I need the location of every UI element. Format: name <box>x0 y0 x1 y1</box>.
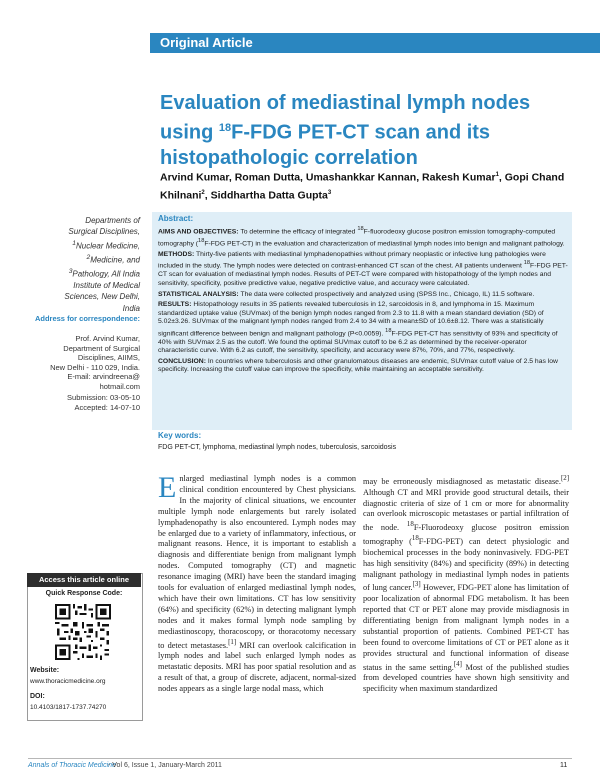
abstract-text: Thirty-five patients with mediastinal lymphadenopathies without primary neoplastic or infective lung pathologies were included in the study. The lymph nodes were detected on contrast-enhanced CT scan of the chest. All patients underwent <box>158 250 546 270</box>
abstract-aims <box>158 225 568 248</box>
abstract-text: To determine the efficacy of integrated <box>238 228 358 236</box>
abstract-body <box>158 225 568 377</box>
body-text: nlarged mediastinal lymph nodes is a common clinical condition encountered by Chest physicians. In the majority of clinical situations, we encounter multiple lymph node enlargements but rarely isolated lymphadenopathy is also encountered. Lymph nodes may be enlarged due to a variety of inflammatory, infectious, or malignant reasons. Hence, it is important to establish a diagnosis and differentiate benign from malignant lymph nodes. Computed tomography (CT) and magnetic resonance imaging (MRI) have been the standard imaging tools for evaluation of enlarged mediastinal lymph nodes, which have their own limitations. CT has low sensitivity (64%) and specificity (62%) in detecting malignant lymph nodes and it makes formal lymph node sampling by mediastinoscopy, thoracoscopy, or thoracotomy necessary to detect metastases. <box>158 474 356 650</box>
affiliation-line <box>28 266 140 280</box>
author: Umashankkar Kannan <box>305 171 417 184</box>
author: Siddhartha Datta Gupta <box>210 189 328 201</box>
access-heading: Access this article online <box>27 573 141 587</box>
affiliation-sup: 2 <box>86 253 91 261</box>
keywords-heading: Key words: <box>158 431 202 440</box>
abstract-text: In countries where tuberculosis and other granulomatous diseases are endemic, SUVmax cutoff value of 2.5 has low specificity. Increasing the cutoff value can improve the specificity, while maintaining an acceptable sensitivity. <box>158 357 558 374</box>
title-part-2: F-FDG PET-CT scan and its histopathologic correlation <box>160 121 491 169</box>
abstract-heading: Abstract: <box>158 214 194 223</box>
submission-date: Submission: 03-05-10 <box>67 393 140 402</box>
section-label: METHODS: <box>158 250 195 258</box>
abstract-statistics <box>158 291 568 299</box>
superscript: 18 <box>411 535 419 543</box>
abstract-text: F-FDG PET-CT has sensitivity of 93% and specificity of 40% with SUVmax 2.5 as the cutoff. We found the optimal SUVmax cutoff to be 6.2 as determined by the receiver-operator characteristic curve. With 6.2 as cutoff, the sensitivity, specificity, and accuracy were 87%, 70%, and 77%, respectively. <box>158 330 558 354</box>
author: Gopi Chand Khilnani <box>160 171 565 201</box>
abstract-methods <box>158 251 568 288</box>
title-superscript: 18 <box>218 122 232 134</box>
abstract-text: F-fluorodeoxy glucose positron emission tomography-computed tomography ( <box>158 228 556 247</box>
address-line: Disciplines, AIIMS, <box>77 353 140 362</box>
accepted-date: Accepted: 14-07-10 <box>74 402 140 412</box>
abstract-sup: 18 <box>357 226 364 232</box>
author-sup: 2 <box>201 189 205 196</box>
citation: [2] <box>560 475 569 482</box>
abstract-results <box>158 301 568 355</box>
affiliation-line: Departments of <box>85 216 140 225</box>
affiliation-text: Medicine, and <box>90 255 140 265</box>
affiliation-sup: 1 <box>72 239 76 247</box>
section-label: CONCLUSION: <box>158 357 206 365</box>
body-text: Most of the published studies from developed countries have shown high sensitivity and specificity when maximum standardized <box>363 662 569 694</box>
affiliation-sup: 3 <box>68 267 73 275</box>
abstract-text: F-FDG PET-CT) in the evaluation and characterization of mediastinal lymph nodes into benign and malignant pathology. <box>204 239 565 247</box>
address-line: Department of Surgical <box>63 343 140 353</box>
affiliation-text: Nuclear Medicine, <box>75 241 140 251</box>
address-line: hotmail.com <box>99 381 140 391</box>
qr-code-icon[interactable] <box>55 604 111 660</box>
footer-journal-name: Annals of Thoracic Medicine <box>28 762 116 769</box>
doi-link[interactable]: 10.4103/1817-1737.74270 <box>30 704 107 711</box>
footer-divider <box>28 758 572 759</box>
title-part-1: Evaluation of mediastinal lymph nodes using <box>160 92 531 144</box>
affiliation-line: India <box>122 303 140 313</box>
section-label: AIMS AND OBJECTIVES: <box>158 228 239 236</box>
body-text: may be erroneously misdiagnosed as metastatic disease. <box>363 476 561 486</box>
abstract-text: Histopathology results in 35 patients revealed tuberculosis in 12, sarcoidosis in 8, and lymphoma in 15. Maximum standardized uptake value (SUVmax) of the benign lymph nodes ranged from 2.3 to 11.8 with a mean standard deviation (SD) of 5.02±3.26. SUVmax of the malignant lymph nodes ranged from 2.4 to 34 with a mean±SD of 10.6±8.12. There was a statistically significant difference between benign and malignant pathology (P<0.0059). <box>158 301 544 338</box>
author-sup: 1 <box>495 172 499 178</box>
body-text: MRI can overlook calcification in lymph nodes and label such enlarged lymph nodes as metastatic deposits. MRI has poor spatial resolution and as a result of that, a group of discrete, adjacent, normal-sized nodes appears as a single large nodal mass, which <box>158 640 356 693</box>
body-text: However, FDG-PET alone has limitation of poor localization of abnormal FDG metabolism. It has been reported that CT or PET alone may provide misdiagnosis in differentiating benign from malignant lymph nodes in a substantial proportion of patients. Combined PET-CT has been found to overcome limitations of CT or PET alone as it provides structural and functional information of disease status in the same setting. <box>363 583 569 672</box>
citation: [3] <box>412 581 421 589</box>
author: Arvind Kumar <box>160 171 229 184</box>
author: Rakesh Kumar <box>422 171 496 184</box>
affiliation-line: Sciences, New Delhi, <box>64 292 140 302</box>
website-link[interactable]: www.thoracicmedicine.org <box>30 678 106 685</box>
body-column-right <box>363 474 569 695</box>
address-line: Prof. Arvind Kumar, <box>75 334 140 343</box>
keywords-text: FDG PET-CT, lymphoma, mediastinal lymph nodes, tuberculosis, sarcoidosis <box>158 444 397 451</box>
affiliation-line <box>28 252 140 266</box>
abstract-sup: 18 <box>198 237 205 244</box>
superscript: 18 <box>406 521 414 529</box>
abstract-sup: 18 <box>523 260 531 267</box>
abstract-text: F-FDG PET-CT scan for evaluation of mediastinal lymph nodes. Results of PET-CT were compared with histopathology of the lymph nodes and sensitivity, specificity, positive predictive value, negative predictive value, and accuracy were calculated. <box>158 262 568 287</box>
body-text: F-Fluorodeoxy glucose positron emission tomography ( <box>363 523 569 546</box>
address-line: E-mail: arvindreena@ <box>67 372 140 381</box>
correspondence-heading: Address for correspondence: <box>34 314 140 323</box>
author: Roman Dutta <box>234 171 301 184</box>
footer-volume-info: - Vol 6, Issue 1, January-March 2011 <box>108 762 222 769</box>
affiliations <box>28 215 140 314</box>
body-text: F-FDG-PET) can detect physiologic and biochemical processes in the body noninvasively. FDG-PET has high sensitivity (84%) and specificity (89%) in detecting malignant pathology in mediastinal lymph nodes in patients of lung cancer. <box>363 536 569 593</box>
affiliation-line: Surgical Disciplines, <box>68 227 140 237</box>
citation: [1] <box>228 638 237 646</box>
citation: [4] <box>453 660 462 668</box>
affiliation-line: Institute of Medical <box>73 281 140 290</box>
abstract-sup: 18 <box>385 327 392 334</box>
doi-label: DOI: <box>30 693 45 700</box>
section-label: STATISTICAL ANALYSIS: <box>158 290 239 298</box>
body-column-left <box>158 471 356 695</box>
abstract-text: The data were collected prospectively and analyzed using (SPSS Inc., Chicago, IL) 11.5 software. <box>238 290 535 298</box>
article-dates <box>28 393 140 412</box>
article-type-label: Original Article <box>160 35 253 50</box>
article-title <box>160 91 570 171</box>
section-label: RESULTS: <box>158 301 192 309</box>
page-number: 11 <box>560 762 568 769</box>
address-line: New Delhi - 110 029, India. <box>50 362 140 372</box>
body-text: Although CT and MRI provide good structural details, their diagnostic criteria of size of 1 cm or more for abnormality can overlook microscopic metastases or partial infiltration of the node. <box>363 487 569 533</box>
abstract-conclusion <box>158 358 568 375</box>
correspondence-address <box>28 334 140 391</box>
affiliation-text: Pathology, All India <box>72 269 140 279</box>
drop-cap: E <box>158 471 177 504</box>
qr-label: Quick Response Code: <box>45 590 123 597</box>
author-list: Arvind Kumar, Roman Dutta, Umashankkar Kannan, Rakesh Kumar$^1$, Gopi Chand Khilnani$^2$, Siddhartha Datta Gupta$^3$ <box>160 171 565 201</box>
author-sup: 3 <box>327 189 332 196</box>
website-label: Website: <box>30 667 60 674</box>
affiliation-line <box>28 238 140 252</box>
